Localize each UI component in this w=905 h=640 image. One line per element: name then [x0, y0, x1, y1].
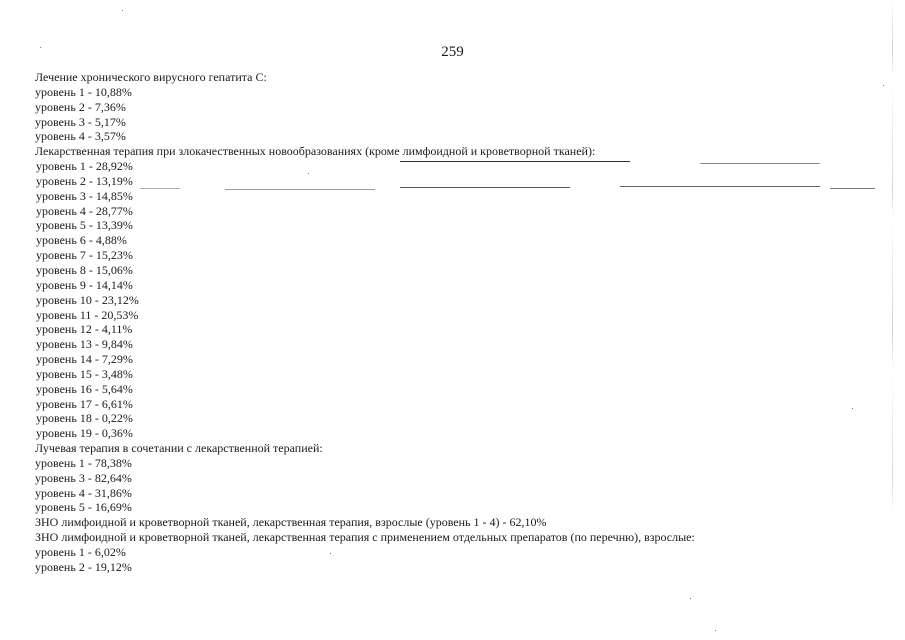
list-item: уровень 2 - 7,36% [35, 99, 126, 114]
section-heading-radiation-therapy: Лучевая терапия в сочетании с лекарственной терапией: [35, 441, 323, 456]
scan-speck [330, 553, 331, 554]
list-item: уровень 3 - 5,17% [35, 114, 126, 129]
document-body [35, 70, 875, 575]
scan-speck [122, 10, 123, 11]
list-item: уровень 5 - 16,69% [35, 500, 132, 515]
scan-dash-line [400, 161, 630, 162]
list-item: уровень 7 - 15,23% [36, 248, 133, 263]
page-number: 259 [441, 44, 464, 60]
list-item: уровень 2 - 19,12% [35, 559, 132, 574]
list-item: уровень 8 - 15,06% [36, 262, 133, 277]
section-line-lymphoid-adult: ЗНО лимфоидной и кроветворной тканей, лекарственная терапия, взрослые (уровень 1 - 4) - 62,10% [35, 515, 547, 530]
section-heading-drug-therapy-malignant: Лекарственная терапия при злокачественных новообразованиях (кроме лимфоидной и кроветворной тканей): [35, 144, 596, 159]
list-item: уровень 2 - 13,19% [36, 173, 133, 188]
scan-dash-line [225, 189, 375, 190]
scan-dash-line [620, 186, 820, 187]
list-item: уровень 14 - 7,29% [36, 352, 133, 367]
scan-speck [308, 173, 309, 174]
section-heading-hepatitis-c: Лечение хронического вирусного гепатита С: [35, 70, 267, 84]
list-item: уровень 4 - 31,86% [35, 485, 132, 500]
list-item: уровень 19 - 0,36% [36, 426, 133, 441]
scan-speck [883, 85, 884, 86]
scan-dash-line [700, 163, 820, 164]
list-item: уровень 1 - 6,02% [35, 545, 126, 559]
list-item: уровень 10 - 23,12% [36, 292, 139, 307]
scan-dash-line [140, 188, 180, 189]
scan-speck [40, 47, 41, 48]
list-item: уровень 18 - 0,22% [36, 411, 133, 426]
list-item: уровень 3 - 82,64% [35, 470, 132, 485]
list-item: уровень 15 - 3,48% [36, 366, 133, 381]
list-item: уровень 6 - 4,88% [36, 233, 127, 248]
section-heading-lymphoid-listed-drugs: ЗНО лимфоидной и кроветворной тканей, лекарственная терапия с применением отдельных препаратов (по перечню), взрослые: [35, 530, 695, 545]
list-item: уровень 3 - 14,85% [36, 188, 133, 203]
list-item: уровень 13 - 9,84% [36, 337, 133, 352]
list-item: уровень 1 - 78,38% [35, 455, 132, 470]
list-item: уровень 16 - 5,64% [36, 381, 133, 396]
list-item: уровень 4 - 28,77% [36, 203, 133, 218]
list-item: уровень 5 - 13,39% [36, 218, 133, 233]
list-item: уровень 1 - 28,92% [36, 159, 133, 174]
list-item: уровень 17 - 6,61% [36, 396, 133, 411]
page-edge-scan-line [892, 0, 893, 640]
scan-speck [715, 630, 716, 631]
list-item: уровень 11 - 20,53% [36, 307, 139, 322]
scan-dash-line [400, 187, 570, 188]
scan-speck [690, 598, 691, 599]
list-item: уровень 4 - 3,57% [35, 129, 126, 144]
list-item: уровень 9 - 14,14% [36, 277, 133, 292]
list-item: уровень 12 - 4,11% [36, 322, 133, 337]
scan-dash-line [830, 188, 875, 189]
list-item: уровень 1 - 10,88% [35, 84, 132, 99]
scan-speck [852, 408, 853, 409]
